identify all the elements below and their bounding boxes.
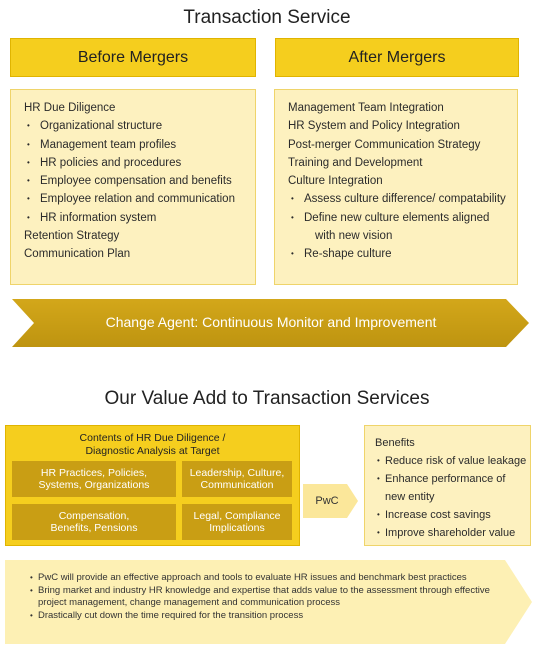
after-item: Management Team Integration <box>288 102 444 114</box>
before-item: Communication Plan <box>24 248 131 261</box>
bottom-text-block <box>30 572 500 622</box>
benefits-box <box>364 425 531 546</box>
cell-line: Implications <box>209 522 265 534</box>
benefit-item: • Enhance performance of <box>375 470 530 488</box>
cell-line: Systems, Organizations <box>38 479 150 491</box>
bottom-line: • Bring market and industry HR knowledge and expertise that adds value to the assessment through effective project management, change management and communication process <box>30 585 500 610</box>
benefit-item: • Increase cost savings <box>375 506 530 524</box>
benefits-title: Benefits <box>375 437 415 449</box>
cell-line: Benefits, Pensions <box>50 522 138 534</box>
before-item: • HR policies and procedures <box>24 154 255 172</box>
after-item: Culture Integration <box>288 175 383 188</box>
before-mergers-panel <box>10 89 256 285</box>
contents-title-line1: Contents of HR Due Diligence / <box>79 432 226 444</box>
after-item: • Assess culture difference/ compatability <box>288 190 517 208</box>
after-item: HR System and Policy Integration <box>288 120 460 133</box>
before-item: • Organizational structure <box>24 117 255 135</box>
after-item: Post-merger Communication Strategy <box>288 138 481 151</box>
before-mergers-header: Before Mergers <box>10 38 256 77</box>
after-mergers-panel <box>274 89 518 285</box>
cell-line: Compensation, <box>58 509 130 522</box>
leadership-cell <box>182 461 292 497</box>
after-item: • Define new culture elements aligned <box>288 209 517 227</box>
legal-cell <box>182 504 292 540</box>
benefit-item: new entity <box>385 491 435 503</box>
transaction-service-title: Transaction Service <box>183 7 351 28</box>
after-mergers-header: After Mergers <box>275 38 519 77</box>
bottom-line: • Drastically cut down the time required for the transition process <box>30 610 500 623</box>
compensation-cell <box>12 504 176 540</box>
pwc-label: PwC <box>315 495 339 507</box>
value-add-title: Our Value Add to Transaction Services <box>104 388 430 409</box>
cell-line: Leadership, Culture, <box>189 466 285 479</box>
before-item: • HR information system <box>24 209 255 227</box>
after-item: Training and Development <box>288 156 423 169</box>
cell-line: HR Practices, Policies, <box>40 466 148 479</box>
after-item: with new vision <box>315 230 393 243</box>
before-item: • Employee relation and communication <box>24 190 255 208</box>
hr-practices-cell <box>12 461 176 497</box>
after-item: • Re-shape culture <box>288 245 517 263</box>
before-item: Retention Strategy <box>24 230 120 243</box>
benefit-item: • Reduce risk of value leakage <box>375 452 530 470</box>
before-item: HR Due Diligence <box>24 102 116 114</box>
contents-title-line2: Diagnostic Analysis at Target <box>85 445 220 457</box>
cell-line: Communication <box>200 479 274 491</box>
change-agent-text: Change Agent: Continuous Monitor and Improvement <box>105 314 437 330</box>
bottom-line: • PwC will provide an effective approach and tools to evaluate HR issues and benchmark best practices <box>30 572 500 585</box>
benefit-item: • Improve shareholder value <box>375 524 530 542</box>
before-item: • Employee compensation and benefits <box>24 172 255 190</box>
before-item: • Management team profiles <box>24 136 255 154</box>
cell-line: Legal, Compliance <box>193 509 281 522</box>
